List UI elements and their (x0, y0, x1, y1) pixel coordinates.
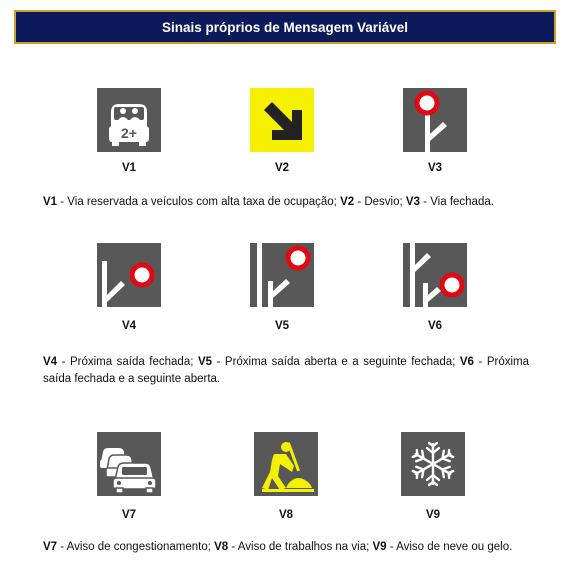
page-title: Sinais próprios de Mensagem Variável (14, 10, 556, 44)
caption-row-2: V4 - Próxima saída fechada; V5 - Próxima saída aberta e a seguinte fechada; V6 - Próxima saída fechada e a seguinte aberta. (43, 356, 530, 385)
next-exit-closed-icon (97, 243, 161, 307)
road-closed-icon (403, 88, 467, 152)
sign-code: V3 (427, 162, 443, 174)
hov-car-icon (97, 88, 161, 152)
svg-text:2+: 2+ (121, 125, 137, 141)
sign-code: V2 (274, 162, 290, 174)
diversion-arrow-icon (250, 88, 314, 152)
sign-code: V1 (121, 162, 137, 174)
next-exit-closed-following-open-icon (403, 243, 467, 307)
sign-code: V7 (121, 509, 137, 521)
caption-row-1: V1 - Via reservada a veículos com alta taxa de ocupação; V2 - Desvio; V3 - Via fechada. (43, 196, 494, 208)
sign-code: V6 (427, 320, 443, 332)
sign-code: V8 (278, 509, 294, 521)
sign-code: V5 (274, 320, 290, 332)
next-exit-open-following-closed-icon (250, 243, 314, 307)
sign-code: V9 (425, 509, 441, 521)
congestion-cars-icon (97, 432, 161, 496)
caption-row-3: V7 - Aviso de congestionamento; V8 - Aviso de trabalhos na via; V9 - Aviso de neve ou gelo. (43, 541, 513, 553)
snowflake-icon (401, 432, 465, 496)
roadworks-worker-icon (254, 432, 318, 496)
sign-code: V4 (121, 320, 137, 332)
